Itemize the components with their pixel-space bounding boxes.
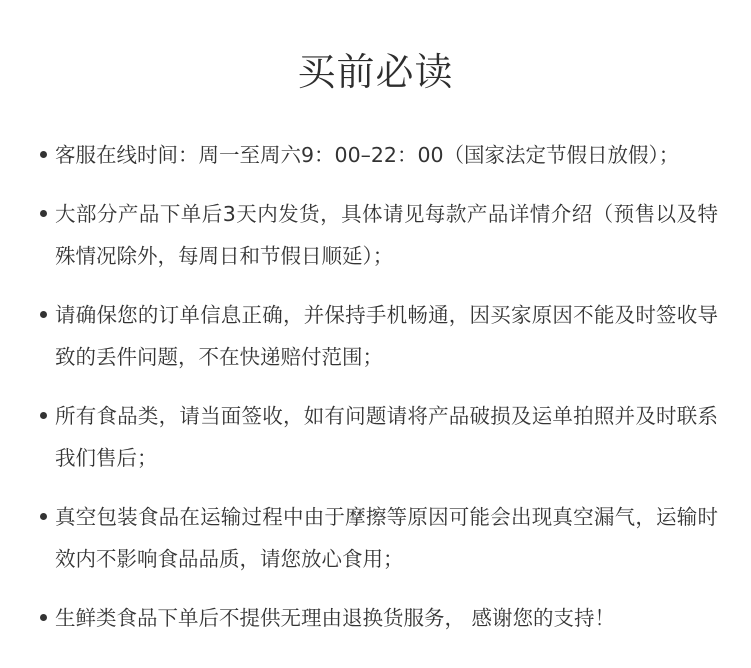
notice-text: 真空包装食品在运输过程中由于摩擦等原因可能会出现真空漏气，运输时效内不影响食品品质，请您放心食用； [55,505,718,571]
bullet-icon [40,210,47,217]
notice-text: 大部分产品下单后3天内发货，具体请见每款产品详情介绍（预售以及特殊情况除外，每周日和节假日顺延）； [55,202,718,268]
bullet-icon [40,614,47,621]
bullet-icon [40,151,47,158]
list-item [38,134,718,176]
notice-text: 客服在线时间：周一至周六9：00–22：00（国家法定节假日放假）； [55,143,680,167]
list-item [38,294,718,378]
page-title: 买前必读 [297,50,454,94]
list-item [38,597,718,639]
notice-text: 请确保您的订单信息正确，并保持手机畅通，因买家原因不能及时签收导致的丢件问题，不在快递赔付范围； [55,303,718,369]
list-item [38,395,718,479]
list-item [38,496,718,580]
list-item [38,193,718,277]
bullet-icon [40,412,47,419]
notice-text: 生鲜类食品下单后不提供无理由退换货服务， 感谢您的支持！ [55,606,616,630]
notice-text: 所有食品类，请当面签收，如有问题请将产品破损及运单拍照并及时联系我们售后； [55,404,718,470]
notice-list [38,134,718,656]
bullet-icon [40,311,47,318]
bullet-icon [40,513,47,520]
